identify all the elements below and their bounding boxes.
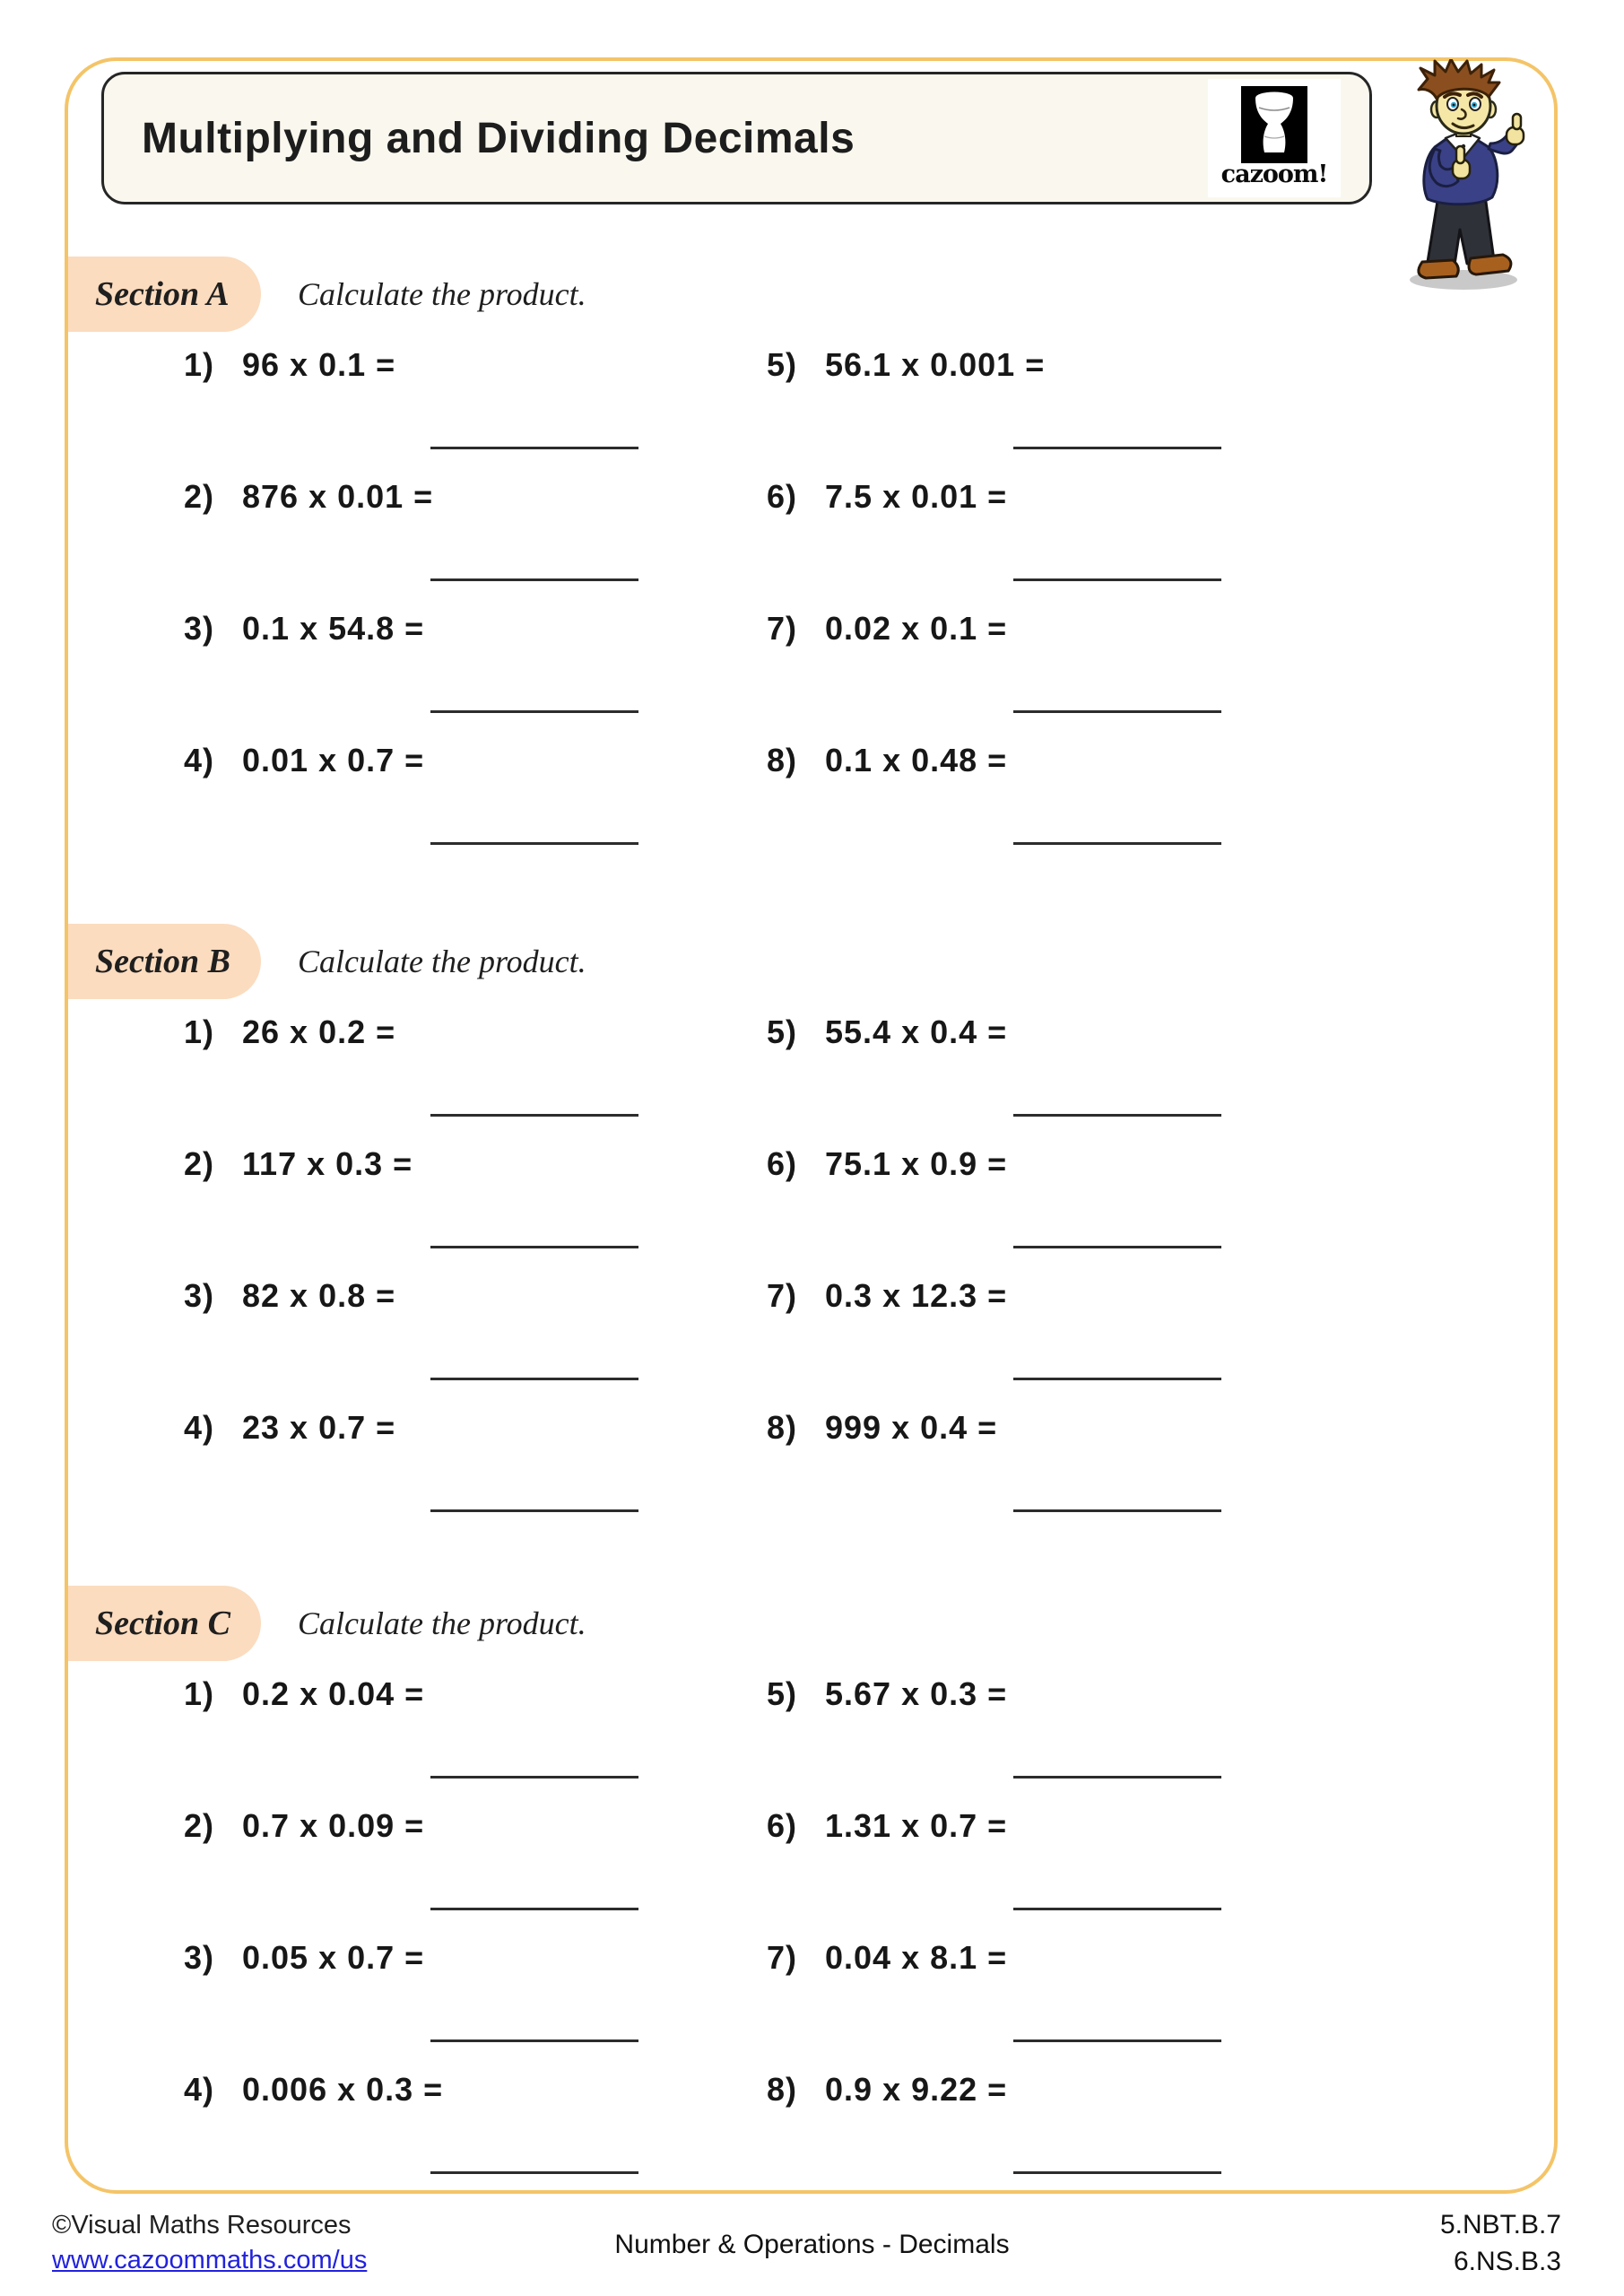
problem-item [184,1277,767,1409]
problem-item [184,1145,767,1277]
answer-blank-line [1013,578,1221,581]
answer-blank-line [1013,1908,1221,1910]
answer-blank-line [430,710,638,713]
worksheet-section [0,1586,1624,2249]
problem-item [184,346,767,478]
answer-blank-line [1013,1246,1221,1248]
problem-number: 7) [767,1939,798,1976]
problem-number: 6) [767,1807,798,1844]
answer-blank-line [430,1776,638,1779]
problem-number: 3) [184,610,215,647]
problem-expression: 0.7 x 0.09 = [242,1807,425,1844]
section-instruction: Calculate the product. [298,276,586,312]
problem-number: 8) [767,2071,798,2108]
answer-blank-line [430,1246,638,1248]
answer-blank-line [430,2171,638,2174]
problem-item [184,2071,767,2203]
problem-number: 1) [184,1013,215,1050]
problem-item [184,742,767,874]
title-box [101,72,1372,204]
problem-item [184,1013,767,1145]
problem-expression: 56.1 x 0.001 = [825,346,1046,383]
problem-expression: 75.1 x 0.9 = [825,1145,1008,1182]
answer-blank-line [1013,1776,1221,1779]
problem-expression: 5.67 x 0.3 = [825,1675,1008,1712]
answer-blank-line [430,1378,638,1380]
answer-blank-line [430,578,638,581]
problem-expression: 26 x 0.2 = [242,1013,396,1050]
problem-expression: 117 x 0.3 = [242,1145,413,1182]
problem-item [184,478,767,610]
problem-item [767,1145,1350,1277]
problem-expression: 0.1 x 0.48 = [825,742,1008,778]
problem-item [184,1939,767,2071]
problem-expression: 0.3 x 12.3 = [825,1277,1008,1314]
answer-blank-line [1013,710,1221,713]
problem-number: 1) [184,1675,215,1712]
answer-blank-line [1013,2039,1221,2042]
answer-blank-line [430,842,638,845]
problem-expression: 55.4 x 0.4 = [825,1013,1008,1050]
answer-blank-line [430,1509,638,1512]
problem-expression: 0.1 x 54.8 = [242,610,425,647]
answer-blank-line [1013,842,1221,845]
answer-blank-line [1013,1378,1221,1380]
problem-number: 3) [184,1277,215,1314]
problem-number: 5) [767,1675,798,1712]
problem-number: 5) [767,346,798,383]
problem-expression: 0.006 x 0.3 = [242,2071,444,2108]
problem-item [767,2071,1350,2203]
problems-grid [184,1013,1350,1541]
problem-number: 6) [767,1145,798,1182]
problem-item [767,1409,1350,1541]
problem-item [767,1013,1350,1145]
problem-number: 1) [184,346,215,383]
problem-number: 2) [184,1145,215,1182]
section-instruction: Calculate the product. [298,1605,586,1641]
section-label-text: Section A [95,275,230,313]
problem-item [767,346,1350,478]
problem-expression: 1.31 x 0.7 = [825,1807,1008,1844]
cazoom-logo [1208,79,1341,197]
answer-blank-line [1013,2171,1221,2174]
problem-number: 7) [767,1277,798,1314]
problem-expression: 0.05 x 0.7 = [242,1939,425,1976]
problem-item [184,1675,767,1807]
copyright-text: ©Visual Maths Resources [52,2211,352,2239]
problem-number: 4) [184,742,215,778]
footer-topic: Number & Operations - Decimals [614,2230,1010,2259]
problem-expression: 0.04 x 8.1 = [825,1939,1008,1976]
problem-expression: 0.01 x 0.7 = [242,742,425,778]
answer-blank-line [430,1908,638,1910]
problem-number: 6) [767,478,798,515]
worksheet-section [0,257,1624,920]
problem-item [184,1409,767,1541]
problem-expression: 96 x 0.1 = [242,346,396,383]
section-label [68,924,261,999]
worksheet-section [0,924,1624,1587]
problem-expression: 23 x 0.7 = [242,1409,396,1446]
problem-expression: 0.02 x 0.1 = [825,610,1008,647]
answer-blank-line [430,447,638,449]
answer-blank-line [1013,447,1221,449]
problem-item [767,1675,1350,1807]
problem-item [184,610,767,742]
answer-blank-line [430,2039,638,2042]
problem-number: 8) [767,1409,798,1446]
problem-number: 4) [184,2071,215,2108]
section-label [68,1586,261,1661]
problems-grid [184,1675,1350,2203]
website-link[interactable]: www.cazoommaths.com/us [52,2246,368,2274]
problem-item [767,742,1350,874]
problem-expression: 876 x 0.01 = [242,478,434,515]
problem-number: 4) [184,1409,215,1446]
standard-code: 6.NS.B.3 [1453,2247,1561,2276]
answer-blank-line [1013,1114,1221,1117]
problem-expression: 0.9 x 9.22 = [825,2071,1008,2108]
problem-expression: 82 x 0.8 = [242,1277,396,1314]
problem-item [767,1939,1350,2071]
section-label-text: Section B [95,943,230,980]
standard-code: 5.NBT.B.7 [1439,2210,1561,2239]
problem-expression: 999 x 0.4 = [825,1409,998,1446]
page-title: Multiplying and Dividing Decimals [142,114,855,162]
footer-standards [1440,2206,1561,2280]
problem-item [767,478,1350,610]
problems-grid [184,346,1350,874]
section-label-text: Section C [95,1605,230,1642]
answer-blank-line [430,1114,638,1117]
problem-item [767,1277,1350,1409]
logo-brand: cazoom! [1220,161,1328,188]
problem-number: 5) [767,1013,798,1050]
problem-expression: 0.2 x 0.04 = [242,1675,425,1712]
section-instruction: Calculate the product. [298,944,586,979]
problem-item [767,610,1350,742]
section-label [68,257,261,332]
problem-number: 7) [767,610,798,647]
answer-blank-line [1013,1509,1221,1512]
problem-item [184,1807,767,1939]
problem-expression: 7.5 x 0.01 = [825,478,1008,515]
problem-number: 3) [184,1939,215,1976]
problem-number: 2) [184,1807,215,1844]
problem-number: 2) [184,478,215,515]
djembe-drum-icon [1241,86,1307,161]
problem-item [767,1807,1350,1939]
problem-number: 8) [767,742,798,778]
